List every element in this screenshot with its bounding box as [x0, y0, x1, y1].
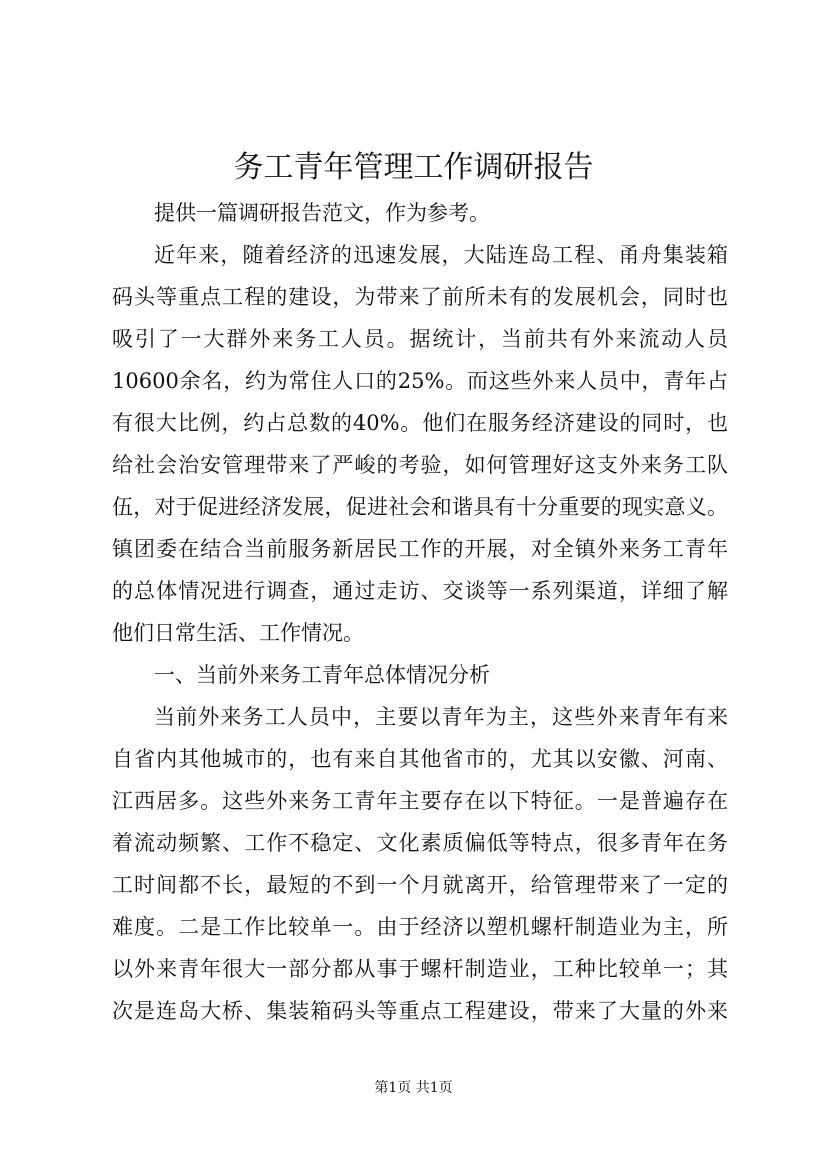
- paragraph-line: 10600余名，约为常住人口的25%。而这些外来人员中，青年占: [112, 369, 728, 393]
- paragraph-line: 难度。二是工作比较单一。由于经济以塑机螺杆制造业为主，所: [112, 915, 728, 939]
- paragraph-line: 着流动频繁、工作不稳定、文化素质偏低等特点，很多青年在务: [112, 831, 728, 855]
- paragraph-line: 以外来青年很大一部分都从事于螺杆制造业，工种比较单一；其: [112, 957, 728, 981]
- paragraph-line: 有很大比例，约占总数的40%。他们在服务经济建设的同时，也: [112, 411, 728, 435]
- paragraph-line: 江西居多。这些外来务工青年主要存在以下特征。一是普遍存在: [112, 789, 728, 813]
- paragraph-line: 他们日常生活、工作情况。: [112, 621, 364, 645]
- paragraph-line: 工时间都不长，最短的不到一个月就离开，给管理带来了一定的: [112, 873, 728, 897]
- paragraph-line: 当前外来务工人员中，主要以青年为主，这些外来青年有来: [154, 705, 728, 729]
- paragraph-line: 的总体情况进行调查，通过走访、交谈等一系列渠道，详细了解: [112, 579, 728, 603]
- paragraph-line: 吸引了一大群外来务工人员。据统计，当前共有外来流动人员: [112, 327, 728, 351]
- paragraph-line: 次是连岛大桥、集装箱码头等重点工程建设，带来了大量的外来: [112, 999, 728, 1023]
- paragraph-line: 镇团委在结合当前服务新居民工作的开展，对全镇外来务工青年: [112, 537, 728, 561]
- section-heading: 一、当前外来务工青年总体情况分析: [154, 663, 490, 687]
- paragraph-line: 提供一篇调研报告范文，作为参考。: [154, 201, 490, 225]
- page-footer: 第1页 共1页: [374, 1080, 453, 1096]
- document-title: 务工青年管理工作调研报告: [233, 150, 594, 185]
- paragraph-line: 近年来，随着经济的迅速发展，大陆连岛工程、甬舟集装箱: [154, 243, 728, 267]
- paragraph-line: 码头等重点工程的建设，为带来了前所未有的发展机会，同时也: [112, 285, 728, 309]
- paragraph-line: 给社会治安管理带来了严峻的考验，如何管理好这支外来务工队: [112, 453, 728, 477]
- paragraph-line: 伍，对于促进经济发展，促进社会和谐具有十分重要的现实意义。: [112, 495, 728, 519]
- paragraph-line: 自省内其他城市的，也有来自其他省市的，尤其以安徽、河南、: [112, 747, 728, 771]
